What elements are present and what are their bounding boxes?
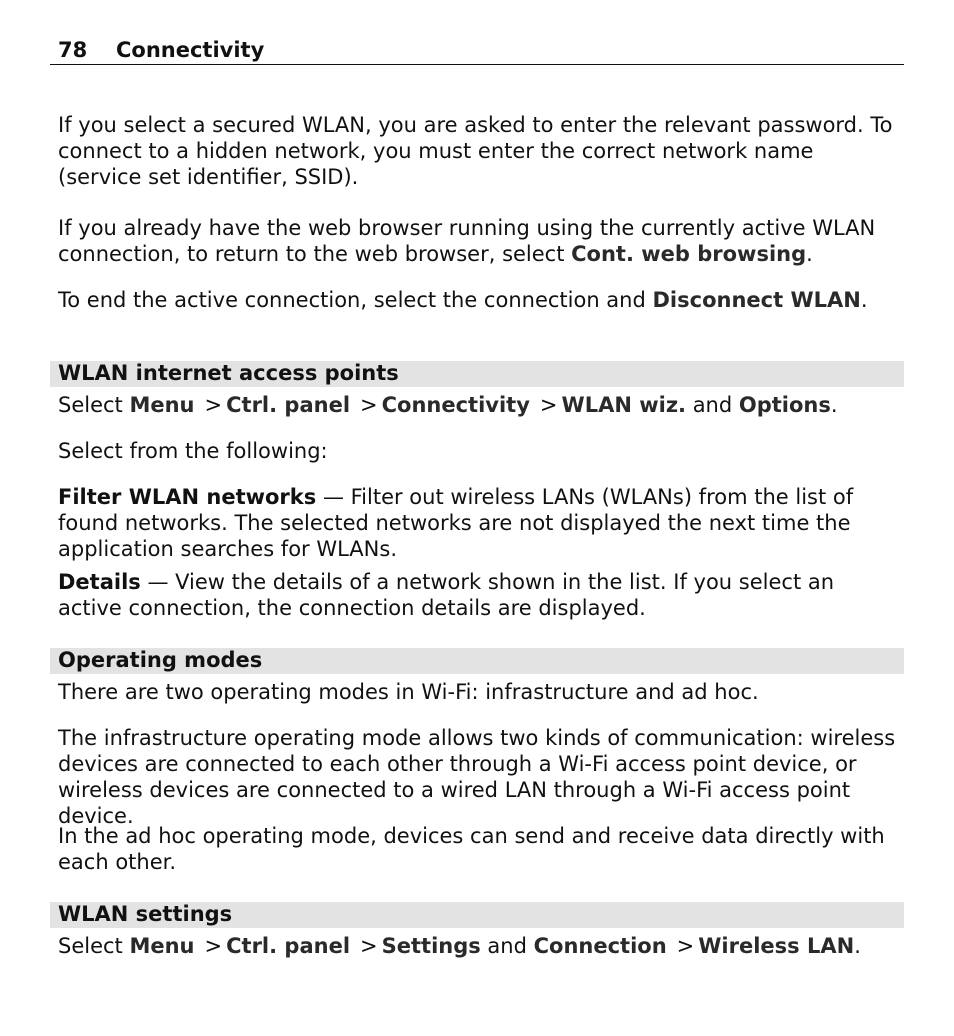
select-from-following: Select from the following: [58, 439, 328, 463]
option-dash: — [316, 485, 351, 509]
path-separator: > [204, 934, 223, 958]
paragraph-ad-hoc-mode: In the ad hoc operating mode, devices can send and receive data directly with each other. [58, 824, 885, 874]
paragraph-text: To end the active connection, select the connection and [58, 288, 653, 312]
path-menu: Menu [129, 393, 195, 417]
path-ctrl-panel: Ctrl. panel [226, 934, 351, 958]
path-and: and [686, 393, 739, 417]
path-connectivity: Connectivity [381, 393, 530, 417]
option-dash: — [140, 570, 176, 594]
path-prefix: Select [58, 393, 130, 417]
path-separator: > [360, 393, 378, 417]
path-ctrl-panel: Ctrl. panel [226, 393, 351, 417]
option-description: View the details of a network shown in the list. If you select an active connection, the connection details are displayed. [58, 570, 835, 620]
paragraph-web-browser [58, 215, 898, 267]
option-details [58, 569, 898, 621]
path-wireless-lan: Wireless LAN [698, 934, 855, 958]
option-term: Details [58, 570, 141, 594]
path-connection: Connection [533, 934, 667, 958]
page-header [50, 36, 904, 65]
menu-path-wlan-wizard [58, 392, 898, 418]
paragraph-secured-wlan: If you select a secured WLAN, you are asked to enter the relevant password. To connect to a hidden network, you must enter the correct network name (service set identifier, SSID). [58, 113, 893, 189]
path-separator: > [204, 393, 223, 417]
path-separator: > [676, 934, 695, 958]
path-and: and [480, 934, 534, 958]
section-heading-operating-modes: Operating modes [50, 648, 904, 674]
paragraph-infrastructure-mode: The infrastructure operating mode allows two kinds of communication: wireless devices are connected to each other through a Wi-Fi access point device, or wireless devices are connected to a wired LAN through a Wi-Fi access point device. [58, 726, 896, 828]
path-options: Options [738, 393, 831, 417]
option-description: Filter out wireless LANs (WLANs) from the list of found networks. The selected networks are not displayed the next time the application searches for WLANs. [58, 485, 854, 561]
paragraph-two-modes: There are two operating modes in Wi-Fi: infrastructure and ad hoc. [58, 680, 759, 704]
path-end: . [830, 393, 838, 417]
section-heading-wlan-settings: WLAN settings [50, 902, 904, 928]
page-number: 78 [58, 38, 88, 62]
chapter-title: Connectivity [116, 38, 265, 62]
path-wlan-wiz: WLAN wiz. [561, 393, 687, 417]
option-filter-wlan-networks [58, 484, 898, 562]
path-settings: Settings [381, 934, 481, 958]
menu-path-wlan-settings [58, 933, 898, 959]
section-heading-wlan-access-points: WLAN internet access points [50, 361, 904, 387]
cont-web-browsing-option: Cont. web browsing [571, 242, 807, 266]
option-term: Filter WLAN networks [58, 485, 317, 509]
paragraph-end-connection [58, 287, 898, 313]
paragraph-end: . [806, 242, 813, 266]
path-menu: Menu [129, 934, 195, 958]
paragraph-end: . [860, 288, 868, 312]
paragraph-text: If you already have the web browser running using the currently active WLAN connection, to return to the web browser, select [58, 216, 876, 266]
disconnect-wlan-option: Disconnect WLAN [652, 288, 861, 312]
path-prefix: Select [58, 934, 130, 958]
path-separator: > [360, 934, 378, 958]
path-separator: > [539, 393, 558, 417]
path-end: . [854, 934, 861, 958]
